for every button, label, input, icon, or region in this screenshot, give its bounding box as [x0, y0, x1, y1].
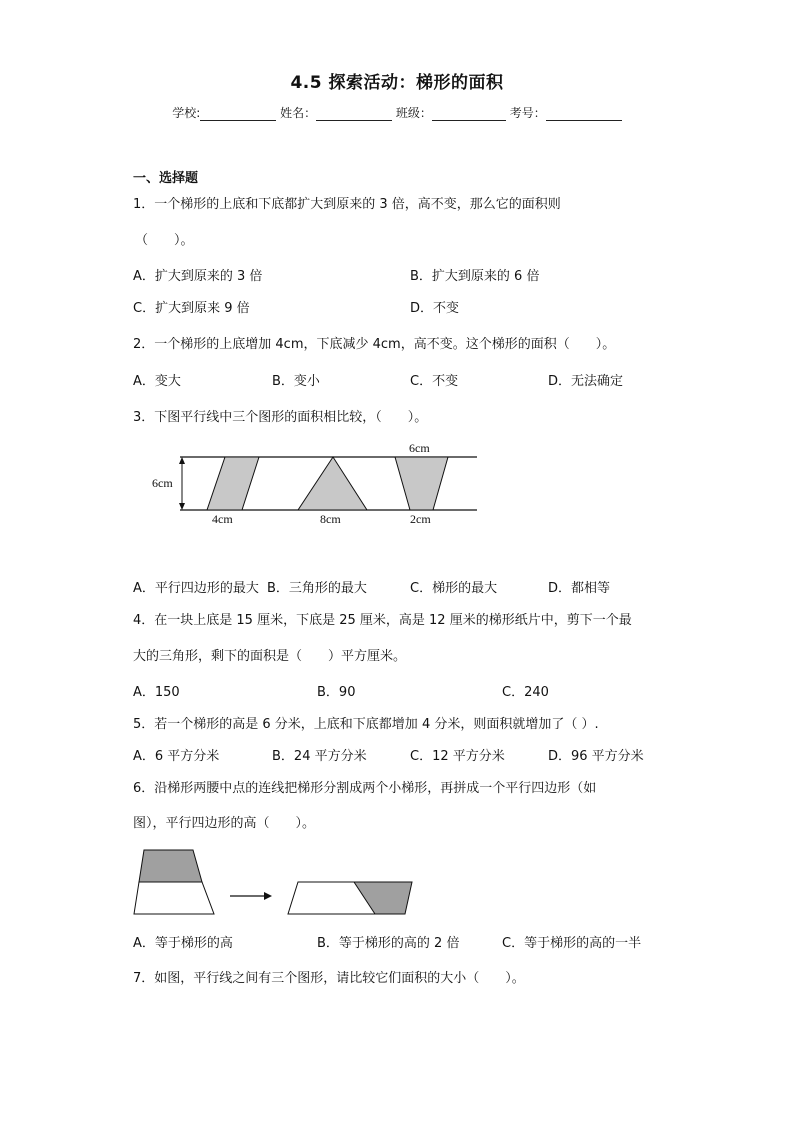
q2-option-a[interactable]: A．变大 [133, 374, 181, 389]
trapezoid-shape [395, 457, 448, 510]
question-2-text: 2．一个梯形的上底增加 4cm，下底减少 4cm，高不变。这个梯形的面积（ ）。 [133, 337, 616, 352]
q6-option-c[interactable]: C．等于梯形的高的一半 [502, 936, 642, 951]
q2-option-c[interactable]: C．不变 [410, 374, 459, 389]
class-blank[interactable] [432, 108, 506, 121]
student-info-line [0, 104, 794, 121]
q2-option-d[interactable]: D．无法确定 [548, 374, 624, 389]
question-6-text-cont: 图），平行四边形的高（ ）。 [133, 816, 316, 831]
arrow-head-right [264, 892, 272, 900]
q5-option-d[interactable]: D．96 平方分米 [548, 749, 644, 764]
question-4-text-cont: 大的三角形，剩下的面积是（ ）平方厘米。 [133, 649, 407, 664]
trapezoid-top-label: 6cm [409, 441, 430, 455]
q6-option-a[interactable]: A．等于梯形的高 [133, 936, 233, 951]
question-3-text: 3．下图平行线中三个图形的面积相比较，（ ）。 [133, 410, 428, 425]
q4-option-c[interactable]: C．240 [502, 685, 549, 700]
trapezoid-bottom-part [134, 882, 214, 914]
triangle-shape [298, 457, 367, 510]
q5-option-c[interactable]: C．12 平方分米 [410, 749, 505, 764]
q4-option-b[interactable]: B．90 [317, 685, 356, 700]
q5-option-a[interactable]: A．6 平方分米 [133, 749, 220, 764]
name-blank[interactable] [316, 108, 392, 121]
q1-option-d[interactable]: D．不变 [410, 301, 460, 316]
question-7-text: 7．如图，平行线之间有三个图形，请比较它们面积的大小（ ）。 [133, 971, 525, 986]
q3-option-b[interactable]: B．三角形的最大 [267, 581, 367, 596]
section-heading: 一、选择题 [133, 171, 199, 186]
height-label: 6cm [152, 476, 173, 490]
trapezoid-bottom-label: 2cm [410, 512, 431, 526]
school-label: 学校: [172, 106, 201, 120]
q3-parallel-lines-figure [140, 436, 490, 528]
q1-option-a[interactable]: A．扩大到原来的 3 倍 [133, 269, 263, 284]
q1-option-b[interactable]: B．扩大到原来的 6 倍 [410, 269, 540, 284]
q6-option-b[interactable]: B．等于梯形的高的 2 倍 [317, 936, 460, 951]
parallelogram-base-label: 4cm [212, 512, 233, 526]
school-blank[interactable] [200, 108, 276, 121]
arrow-head-up [179, 457, 185, 464]
q3-option-c[interactable]: C．梯形的最大 [410, 581, 498, 596]
question-1-text: 1．一个梯形的上底和下底都扩大到原来的 3 倍，高不变，那么它的面积则 [133, 197, 561, 212]
question-1-text-cont: （ ）。 [135, 233, 194, 248]
q3-option-a[interactable]: A．平行四边形的最大 [133, 581, 259, 596]
arrow-head-down [179, 503, 185, 510]
question-5-text: 5．若一个梯形的高是 6 分米，上底和下底都增加 4 分米，则面积就增加了（ ）. [133, 717, 599, 732]
parallelogram-shape [207, 457, 259, 510]
q6-trapezoid-cut-figure [130, 844, 420, 920]
q4-option-a[interactable]: A．150 [133, 685, 180, 700]
q5-option-b[interactable]: B．24 平方分米 [272, 749, 367, 764]
triangle-base-label: 8cm [320, 512, 341, 526]
question-4-text: 4．在一块上底是 15 厘米，下底是 25 厘米，高是 12 厘米的梯形纸片中，剪下一个最 [133, 613, 632, 628]
q3-option-d[interactable]: D．都相等 [548, 581, 611, 596]
class-label: 班级： [395, 106, 432, 120]
question-6-text: 6．沿梯形两腰中点的连线把梯形分割成两个小梯形，再拼成一个平行四边形（如 [133, 781, 597, 796]
trapezoid-top-part [139, 850, 202, 882]
q1-option-c[interactable]: C．扩大到原来 9 倍 [133, 301, 250, 316]
name-label: 姓名： [280, 106, 317, 120]
q2-option-b[interactable]: B．变小 [272, 374, 320, 389]
page-title: 4.5 探索活动：梯形的面积 [290, 73, 504, 93]
number-blank[interactable] [546, 108, 622, 121]
number-label: 考号： [509, 106, 546, 120]
